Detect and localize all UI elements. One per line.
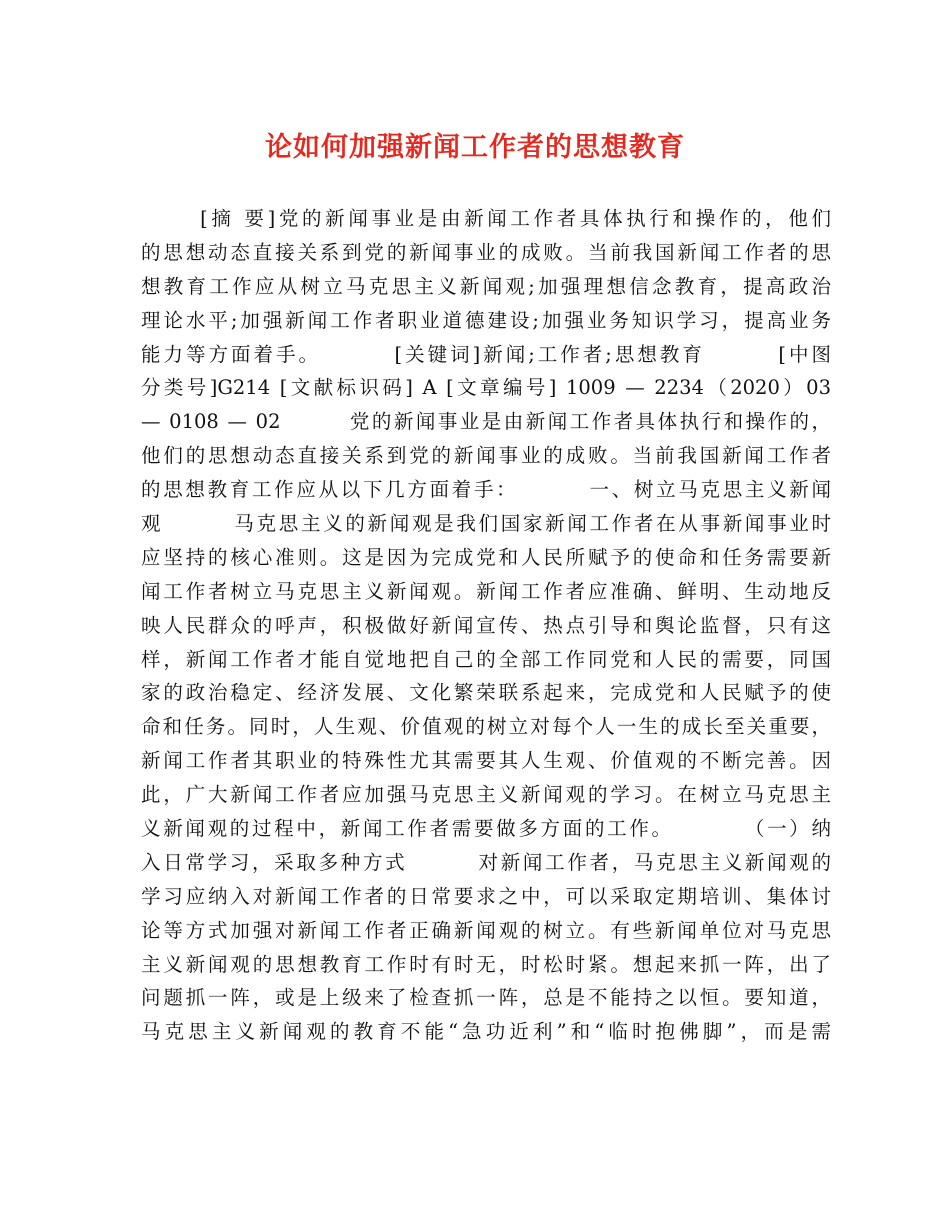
body-line: 的思想动态直接关系到党的新闻事业的成败。当前我国新闻工作者的思 [141, 240, 831, 264]
body-line: 主义新闻观的思想教育工作时有时无，时松时紧。想起来抓一阵，出了 [141, 952, 831, 976]
body-line: 家的政治稳定、经济发展、文化繁荣联系起来，完成党和人民赋予的使 [141, 681, 831, 705]
body-line: 义新闻观的过程中，新闻工作者需要做多方面的工作。 （一）纳 [141, 817, 831, 841]
body-line: 应坚持的核心准则。这是因为完成党和人民所赋予的使命和任务需要新 [141, 545, 831, 569]
body-line: 能力等方面着手。 [关键词]新闻;工作者;思想教育 [中图 [141, 342, 831, 366]
body-line: 他们的思想动态直接关系到党的新闻事业的成败。当前我国新闻工作者 [141, 444, 831, 468]
body-line: [摘 要]党的新闻事业是由新闻工作者具体执行和操作的，他们 [141, 207, 831, 230]
body-line: 想教育工作应从树立马克思主义新闻观;加强理想信念教育，提高政治 [141, 274, 831, 298]
body-line: 论等方式加强对新闻工作者正确新闻观的树立。有些新闻单位对马克思 [141, 918, 831, 942]
body-line: 入日常学习，采取多种方式 对新闻工作者，马克思主义新闻观的 [141, 850, 831, 874]
body-line: 的思想教育工作应从以下几方面着手： 一、树立马克思主义新闻 [141, 478, 831, 502]
body-line: 学习应纳入对新闻工作者的日常要求之中，可以采取定期培训、集体讨 [141, 884, 831, 908]
body-line: 问题抓一阵，或是上级来了检查抓一阵，总是不能持之以恒。要知道， [141, 986, 831, 1010]
body-line: 分类号]G214 [文献标识码] A [文章编号] 1009 — 2234（2020）03 [141, 376, 831, 400]
body-line: 理论水平;加强新闻工作者职业道德建设;加强业务知识学习，提高业务 [141, 308, 831, 332]
body-line: 马克思主义新闻观的教育不能“急功近利”和“临时抱佛脚”，而是需 [141, 1020, 831, 1044]
body-line: — 0108 — 02 党的新闻事业是由新闻工作者具体执行和操作的， [141, 410, 831, 434]
body-line: 新闻工作者其职业的特殊性尤其需要其人生观、价值观的不断完善。因 [141, 749, 831, 773]
body-line: 闻工作者树立马克思主义新闻观。新闻工作者应准确、鲜明、生动地反 [141, 579, 831, 603]
document-title: 论如何加强新闻工作者的思想教育 [265, 132, 685, 163]
document-body [141, 202, 831, 1049]
body-line: 样，新闻工作者才能自觉地把自己的全部工作同党和人民的需要，同国 [141, 647, 831, 671]
body-line: 此，广大新闻工作者应加强马克思主义新闻观的学习。在树立马克思主 [141, 783, 831, 807]
body-line: 映人民群众的呼声，积极做好新闻宣传、热点引导和舆论监督，只有这 [141, 613, 831, 637]
body-line: 观 马克思主义的新闻观是我们国家新闻工作者在从事新闻事业时 [141, 512, 831, 536]
body-line: 命和任务。同时，人生观、价值观的树立对每个人一生的成长至关重要， [141, 715, 831, 739]
